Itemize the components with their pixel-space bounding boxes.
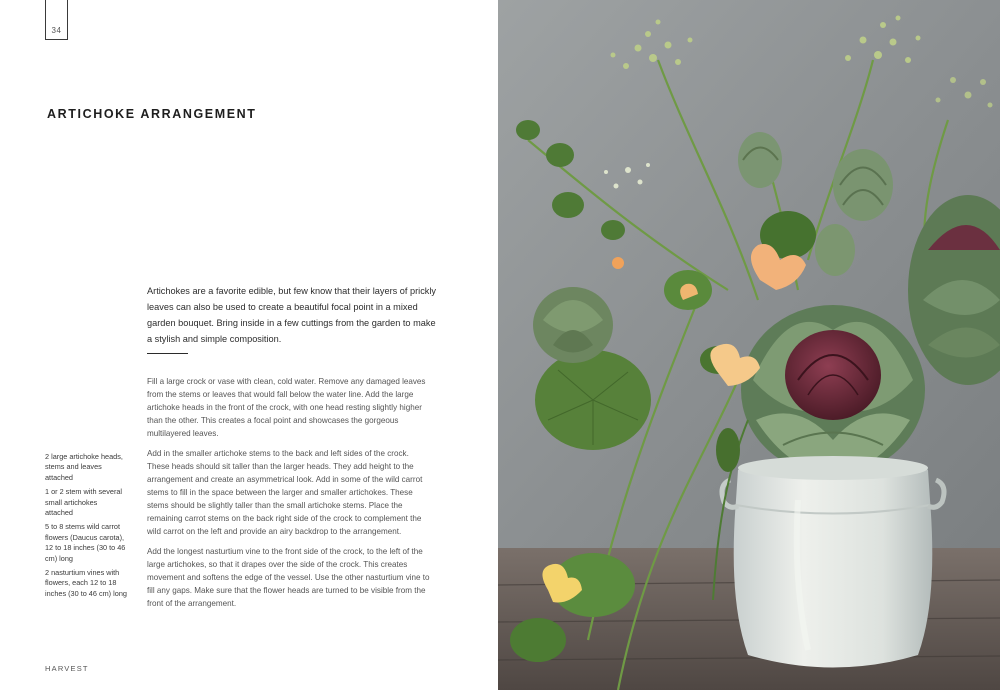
ingredient-item-1: 2 large artichoke heads, stems and leaves attached [45,452,123,482]
ingredients-list [45,452,127,603]
instruction-paragraph-1: Fill a large crock or vase with clean, cold water. Remove any damaged leaves from the stems or leaves that would fall below the water line. Add the large artichoke heads in the front of the crock, with one head resting slightly higher than the other. This creates a focal point and showcases the gorgeous multilayered leaves. [147,377,426,438]
divider-rule [147,353,188,354]
page-number-tab [45,0,68,40]
ingredient-item-3: 5 to 8 stems wild carrot flowers (Daucus carota), 12 to 18 inches (30 to 46 cm) long [45,522,126,563]
page-number: 34 [51,26,62,35]
ingredient-item-4: 2 nasturtium vines with flowers, each 12 to 18 inches (30 to 46 cm) long [45,568,127,598]
section-footer: HARVEST [45,664,89,673]
instruction-paragraph-3: Add the longest nasturtium vine to the front side of the crock, to the left of the large artichokes, so that it drapes over the side of the crock. This creates movement and softens the edge of the vessel. Use the other nasturtium vine to fill any gaps. Make sure that the flower heads are turned to be visible from the front of the arrangement. [147,547,430,608]
page-title: ARTICHOKE ARRANGEMENT [47,107,257,121]
artichoke-photo [498,0,1000,690]
instructions [147,375,432,617]
left-page [0,0,498,690]
ingredient-item-2: 1 or 2 stem with several small artichokes attached [45,487,123,518]
artichoke-arrangement-illustration [498,0,1000,690]
intro-paragraph: Artichokes are a favorite edible, but few know that their layers of prickly leaves can also be used to create a beautiful focal point in a mixed garden bouquet. Bring inside in a few cuttings from the garden to make a stylish and simple composition. [147,286,437,344]
instruction-paragraph-2: Add in the smaller artichoke stems to the back and left sides of the crock. These heads should sit taller than the larger heads. They add height to the arrangement and create an asymmetrical look. Add in some of the wild carrot stems to fill in the space between the larger and smaller artichokes. These stems should be slightly taller than the small artichoke stems. Place the remaining carrot stems on the back right side of the crock to complement the wild carrot on the left and provide an airy backdrop to the arrangement. [147,449,423,536]
